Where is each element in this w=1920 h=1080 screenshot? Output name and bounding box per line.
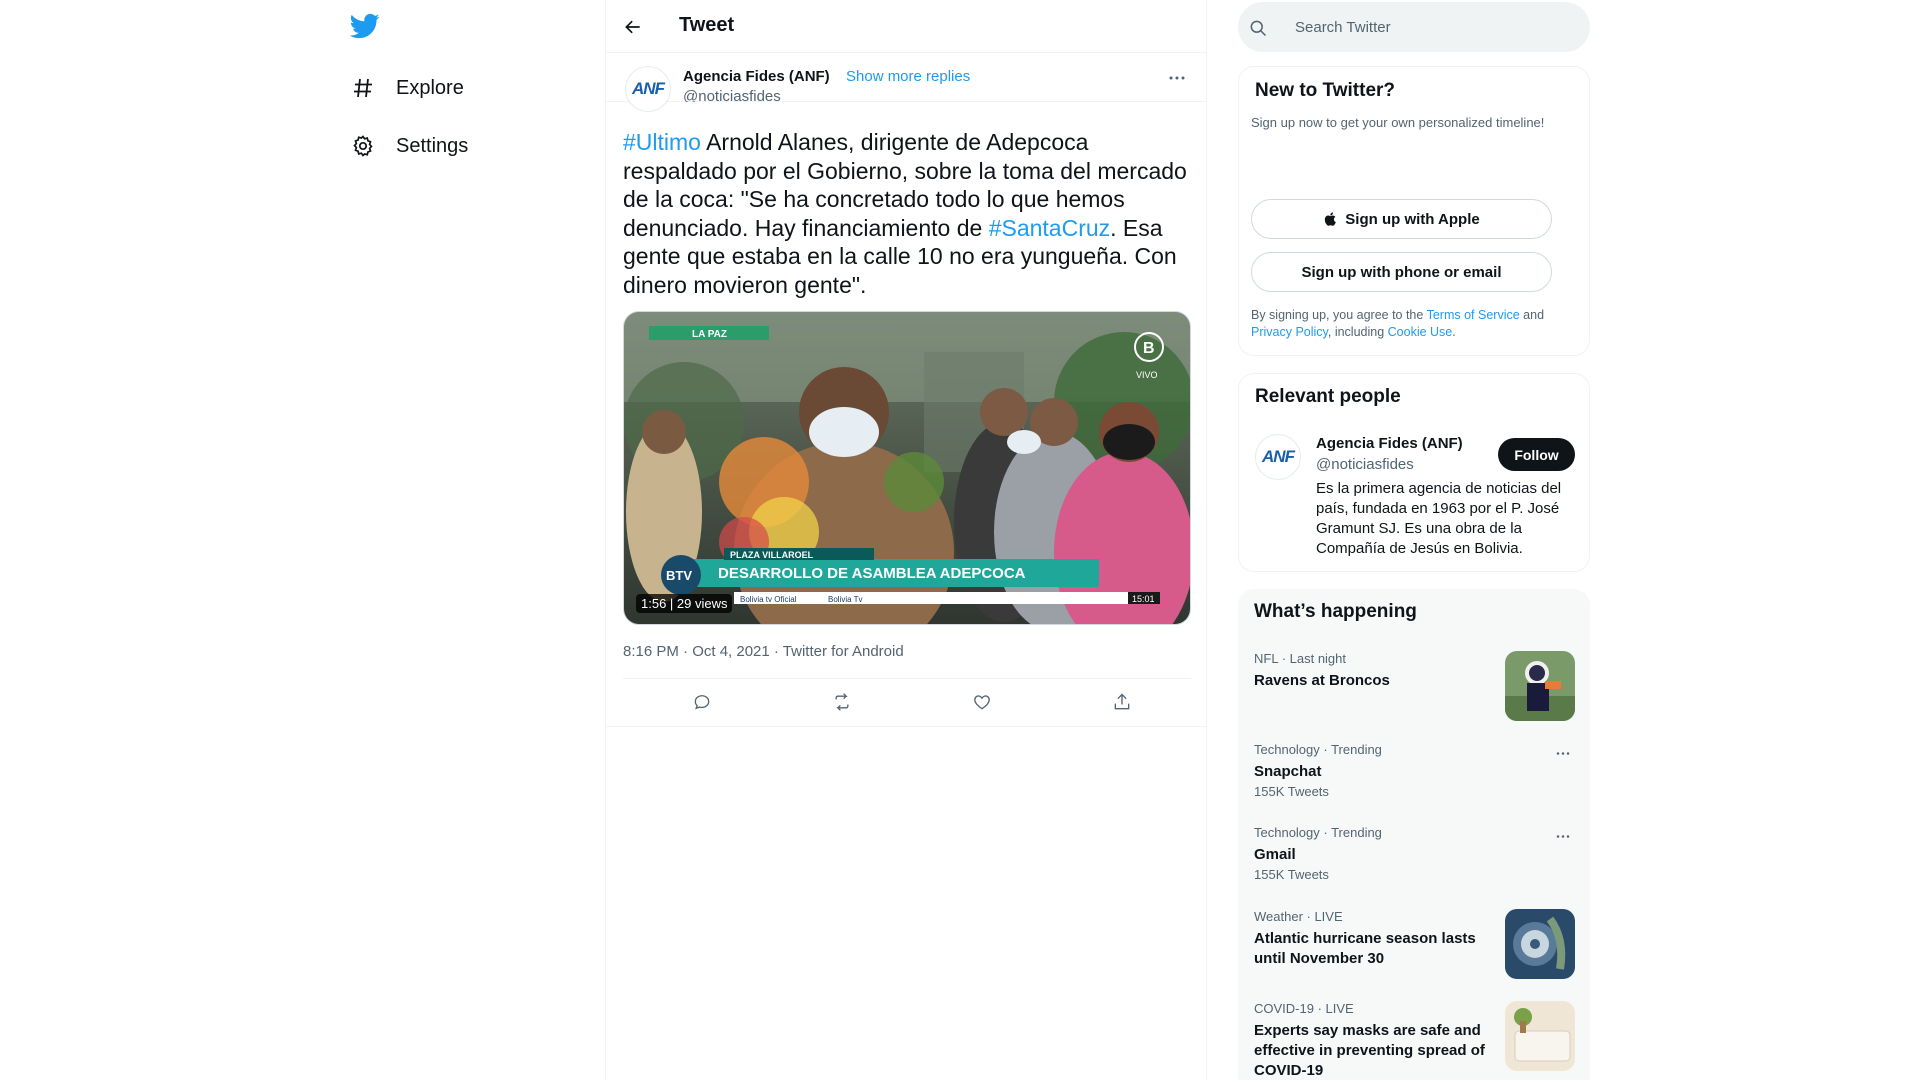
overlay-time: 15:01 — [1132, 594, 1155, 604]
cookie-use-link[interactable]: Cookie Use — [1387, 324, 1453, 339]
sign-up-apple-button[interactable] — [1251, 199, 1552, 239]
more-options-icon[interactable] — [1162, 66, 1192, 90]
trend-meta: Technology · Trending — [1254, 742, 1382, 757]
terms-text-part: and — [1519, 308, 1545, 322]
avatar[interactable] — [625, 66, 671, 112]
video-duration-badge: 1:56 | 29 views — [636, 594, 732, 613]
terms-text-part: , including — [1327, 324, 1388, 339]
overlay-social-1: Bolivia tv Oficial — [740, 595, 797, 604]
tweet-text-part: Arnold Alanes, dirigente de Adepcoca respaldado por el Gobierno, sobre la toma del mercado de la coca: "Se ha concretado todo lo que hemos denunciado. Hay financiamiento de — [623, 129, 1187, 241]
trend-item[interactable] — [1238, 1001, 1590, 1080]
nav-settings-label: Settings — [396, 134, 469, 157]
left-navigation — [350, 0, 590, 1080]
reply-icon[interactable] — [690, 690, 714, 714]
page-header — [606, 0, 1206, 53]
search-input[interactable] — [1295, 2, 1575, 52]
sidebar-right — [1238, 0, 1592, 1080]
tweet-author-row — [606, 54, 1206, 102]
video-frame — [624, 312, 1191, 625]
sign-up-phone-button[interactable] — [1251, 252, 1552, 292]
tweet-video[interactable] — [623, 311, 1191, 625]
author-name[interactable]: Agencia Fides (ANF) — [683, 68, 830, 85]
person-bio: Es la primera agencia de noticias del país, fundada en 1963 por el P. José Gramunt SJ. Es una obra de la Compañía de Jesús en Bolivia. — [1316, 480, 1562, 557]
nav-settings[interactable] — [350, 121, 468, 171]
trend-title: Atlantic hurricane season lasts until November 30 — [1254, 930, 1476, 967]
overlay-headline: DESARROLLO DE ASAMBLEA ADEPCOCA — [718, 565, 1026, 582]
avatar-logo-text: ANF — [632, 79, 664, 98]
trend-title: Gmail — [1254, 846, 1296, 863]
whats-happening-title: What’s happening — [1254, 601, 1417, 622]
person-handle[interactable]: @noticiasfides — [1316, 456, 1414, 473]
trend-thumbnail — [1505, 1001, 1575, 1071]
gear-icon — [350, 133, 376, 159]
retweet-icon[interactable] — [830, 690, 854, 714]
trend-meta: Weather · LIVE — [1254, 909, 1343, 924]
back-arrow-icon[interactable] — [618, 12, 648, 42]
tweet-text-part: . Esa gente que estaba en la calle 10 no era yungueña. Con dinero movieron gente". — [623, 214, 1177, 298]
privacy-policy-link[interactable]: Privacy Policy — [1251, 324, 1328, 339]
new-to-twitter-title: New to Twitter? — [1255, 80, 1396, 101]
trend-title: Experts say masks are safe and effective in preventing spread of COVID-19 — [1254, 1022, 1485, 1079]
avatar-logo-text: ANF — [1262, 447, 1294, 466]
trend-title: Ravens at Broncos — [1254, 672, 1390, 689]
tweet-text — [623, 128, 1193, 299]
share-icon[interactable] — [1110, 690, 1134, 714]
heart-icon[interactable] — [970, 690, 994, 714]
trend-meta: Technology · Trending — [1254, 825, 1382, 840]
sign-up-phone-label: Sign up with phone or email — [1301, 263, 1502, 281]
relevant-people-title: Relevant people — [1255, 386, 1401, 407]
divider — [606, 726, 1206, 727]
main-column — [605, 0, 1207, 1080]
follow-button[interactable]: Follow — [1498, 438, 1575, 471]
nav-explore[interactable] — [350, 63, 464, 113]
trend-count: 155K Tweets — [1254, 784, 1329, 799]
trend-item[interactable] — [1238, 825, 1590, 889]
trend-thumbnail — [1505, 909, 1575, 979]
trend-meta: COVID-19 · LIVE — [1254, 1001, 1354, 1016]
nav-explore-label: Explore — [396, 76, 464, 99]
terms-text-part: By signing up, you agree to the — [1251, 308, 1427, 322]
terms-of-service-link[interactable]: Terms of Service — [1426, 308, 1520, 322]
overlay-live: VIVO — [1136, 370, 1158, 380]
terms-text — [1251, 307, 1571, 340]
hashtag-icon — [350, 75, 376, 101]
sign-up-apple-label: Sign up with Apple — [1345, 210, 1480, 228]
show-more-replies-link[interactable]: Show more replies — [846, 68, 971, 85]
avatar[interactable] — [1255, 434, 1301, 480]
whats-happening-card — [1238, 589, 1590, 1080]
hashtag-link[interactable]: #SantaCruz — [988, 214, 1111, 241]
relevant-people-card — [1238, 373, 1590, 572]
terms-text-part: . — [1452, 324, 1456, 339]
apple-icon — [1323, 210, 1339, 228]
twitter-logo-icon[interactable] — [350, 11, 384, 45]
tweet-actions — [623, 679, 1191, 726]
overlay-channel: BTV — [666, 568, 692, 583]
trend-item[interactable] — [1238, 651, 1590, 723]
search-box[interactable] — [1238, 2, 1590, 52]
tweet-timestamp[interactable]: 8:16 PM · Oct 4, 2021 · Twitter for Android — [623, 643, 904, 660]
new-to-twitter-subtitle: Sign up now to get your own personalized timeline! — [1251, 115, 1545, 130]
more-options-icon[interactable] — [1551, 827, 1575, 845]
trend-item[interactable] — [1238, 742, 1590, 806]
trend-meta: NFL · Last night — [1254, 651, 1347, 666]
person-name[interactable]: Agencia Fides (ANF) — [1316, 435, 1463, 452]
trend-count: 155K Tweets — [1254, 867, 1329, 882]
more-options-icon[interactable] — [1551, 744, 1575, 762]
search-icon — [1248, 18, 1268, 38]
overlay-logo: B — [1143, 340, 1155, 357]
overlay-social-2: Bolivia Tv — [828, 595, 863, 604]
hashtag-link[interactable]: #Ultimo — [623, 129, 701, 155]
page-title: Tweet — [679, 14, 735, 36]
trend-item[interactable] — [1238, 909, 1590, 981]
trend-thumbnail — [1505, 651, 1575, 721]
new-to-twitter-card — [1238, 66, 1590, 356]
trend-title: Snapchat — [1254, 763, 1322, 780]
author-handle[interactable]: @noticiasfides — [683, 88, 781, 102]
overlay-place: PLAZA VILLAROEL — [730, 550, 814, 560]
overlay-location: LA PAZ — [692, 329, 727, 340]
